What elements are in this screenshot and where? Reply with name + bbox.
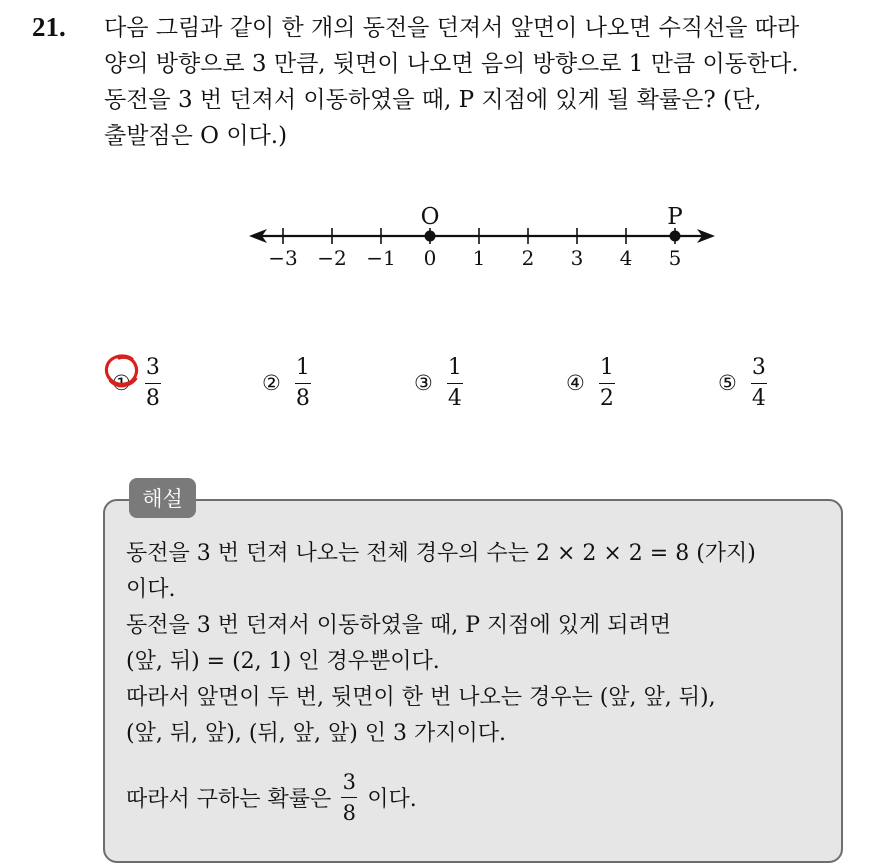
numerator: 1 [599,354,614,380]
choice-fraction [145,356,161,411]
question-line: 양의 방향으로 3 만큼, 뒷면이 나오면 음의 방향으로 1 만큼 이동한다. [104,51,799,77]
solution-tag: 해설 [129,478,196,518]
solution-final-prefix: 따라서 구하는 확률은 [126,787,332,812]
choice-fraction [295,356,311,411]
point-marker [670,231,681,242]
choice-2[interactable] [262,348,311,418]
tick-label: 4 [619,246,633,270]
tick-label: −3 [268,246,298,270]
denominator: 8 [295,385,310,411]
choice-marker: ④ [566,371,585,395]
point-label: O [420,204,440,230]
tick-label: −2 [317,246,347,270]
number-line [245,198,725,278]
numerator: 3 [342,770,356,794]
solution-final-suffix: 이다. [367,787,417,812]
choice-fraction [447,356,463,411]
solution-line: 이다. [126,577,176,602]
choice-5[interactable] [718,348,767,418]
solution-text [126,536,831,752]
question-number: 21. [32,12,66,42]
tick-label: 1 [472,246,486,270]
point-marker [425,231,436,242]
question-line: 동전을 3 번 던져서 이동하였을 때, P 지점에 있게 될 확률은? (단, [104,87,762,113]
solution-line: (앞, 뒤) = (2, 1) 인 경우뿐이다. [126,649,440,674]
denominator: 2 [599,385,614,411]
solution-line: 따라서 앞면이 두 번, 뒷면이 한 번 나오는 경우는 (앞, 앞, 뒤), [126,685,716,710]
denominator: 4 [447,385,462,411]
point-label: P [667,204,683,230]
solution-line: 동전을 3 번 던져 나오는 전체 경우의 수는 2 × 2 × 2 = 8 (가지) [126,541,756,566]
tick-label: −1 [366,246,396,270]
denominator: 8 [342,801,356,825]
solution-final-line [126,770,417,825]
choice-marker: ① [112,371,131,395]
tick-label: 2 [521,246,535,270]
solution-line: (앞, 뒤, 앞), (뒤, 앞, 앞) 인 3 가지이다. [126,721,507,746]
tick-label: 0 [423,246,437,270]
denominator: 8 [145,385,160,411]
choice-4[interactable] [566,348,615,418]
choice-marker: ② [262,371,281,395]
tick-label: 5 [668,246,682,270]
answer-circle-mark-icon [102,352,142,390]
question-line: 출발점은 O 이다.) [104,123,288,149]
choice-fraction [599,356,615,411]
choice-3[interactable] [414,348,463,418]
choice-marker: ③ [414,371,433,395]
question-text [104,10,864,154]
question-line: 다음 그림과 같이 한 개의 동전을 던져서 앞면이 나오면 수직선을 따라 [104,15,800,41]
denominator: 4 [751,385,766,411]
numerator: 1 [447,354,462,380]
numerator: 1 [295,354,310,380]
numerator: 3 [751,354,766,380]
choice-marker: ⑤ [718,371,737,395]
tick-label: 3 [570,246,584,270]
choice-fraction [751,356,767,411]
solution-line: 동전을 3 번 던져서 이동하였을 때, P 지점에 있게 되려면 [126,613,672,638]
numerator: 3 [145,354,160,380]
solution-final-fraction [341,770,357,825]
